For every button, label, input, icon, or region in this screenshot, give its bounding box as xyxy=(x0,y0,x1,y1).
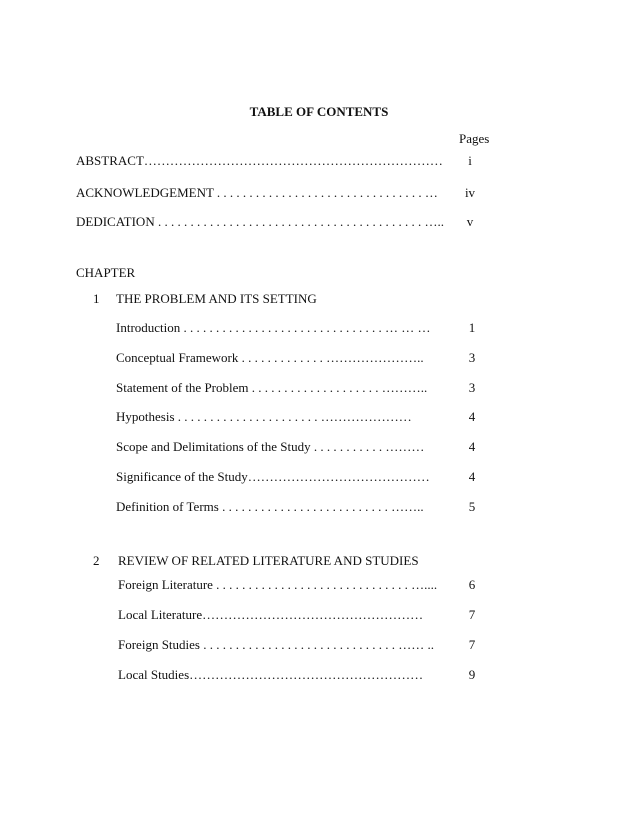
toc-page-local-studies: 9 xyxy=(468,667,476,682)
toc-entry-local-literature: Local Literature…………………………………………… xyxy=(118,607,424,622)
chapter-1-number: 1 xyxy=(93,291,100,306)
toc-page-scope-delimitations: 4 xyxy=(468,439,476,454)
chapter-2-title: REVIEW OF RELATED LITERATURE AND STUDIES xyxy=(118,553,419,568)
toc-entry-foreign-studies: Foreign Studies . . . . . . . . . . . . . . . . . . . . . . . . . . . . . . …… .. xyxy=(118,637,434,652)
toc-entry-hypothesis: Hypothesis . . . . . . . . . . . . . . . . . . . . . . ………………… xyxy=(116,409,412,424)
toc-entry-definition-of-terms: Definition of Terms . . . . . . . . . . . . . . . . . . . . . . . . . . …….. xyxy=(116,499,424,514)
toc-entry-significance: Significance of the Study…………………………………… xyxy=(116,469,430,484)
toc-entry-conceptual-framework: Conceptual Framework . . . . . . . . . . . . . ………………….. xyxy=(116,350,424,365)
toc-entry-scope-delimitations: Scope and Delimitations of the Study . . . . . . . . . . . ……… xyxy=(116,439,425,454)
page-title: TABLE OF CONTENTS xyxy=(249,104,389,119)
toc-entry-local-studies: Local Studies……………………………………………… xyxy=(118,667,424,682)
toc-entry-acknowledgement: ACKNOWLEDGEMENT . . . . . . . . . . . . . . . . . . . . . . . . . . . . . . . . … xyxy=(76,185,438,200)
toc-entry-foreign-literature: Foreign Literature . . . . . . . . . . . . . . . . . . . . . . . . . . . . . . ….... xyxy=(118,577,438,592)
pages-column-header: Pages xyxy=(459,131,490,146)
toc-page-abstract: i xyxy=(468,153,472,168)
chapter-heading: CHAPTER xyxy=(76,265,136,280)
toc-entry-dedication: DEDICATION . . . . . . . . . . . . . . . . . . . . . . . . . . . . . . . . . . . . . . . . . ….. xyxy=(76,214,444,229)
chapter-1-title: THE PROBLEM AND ITS SETTING xyxy=(116,291,317,306)
toc-page-introduction: 1 xyxy=(468,320,476,335)
toc-page-foreign-studies: 7 xyxy=(468,637,476,652)
toc-page-conceptual-framework: 3 xyxy=(468,350,476,365)
toc-entry-statement-of-problem: Statement of the Problem . . . . . . . . . . . . . . . . . . . . ……….. xyxy=(116,380,428,395)
toc-page-statement-of-problem: 3 xyxy=(468,380,476,395)
toc-page-significance: 4 xyxy=(468,469,476,484)
toc-entry-introduction: Introduction . . . . . . . . . . . . . . . . . . . . . . . . . . . . . . . … … … xyxy=(116,320,431,335)
chapter-2-number: 2 xyxy=(93,553,100,568)
toc-page-foreign-literature: 6 xyxy=(468,577,476,592)
toc-page-definition-of-terms: 5 xyxy=(468,499,476,514)
toc-page-dedication: v xyxy=(466,214,474,229)
toc-entry-abstract: ABSTRACT…………………………………………………………… xyxy=(76,153,443,168)
toc-page-local-literature: 7 xyxy=(468,607,476,622)
toc-page-hypothesis: 4 xyxy=(468,409,476,424)
toc-page-acknowledgement: iv xyxy=(464,185,476,200)
